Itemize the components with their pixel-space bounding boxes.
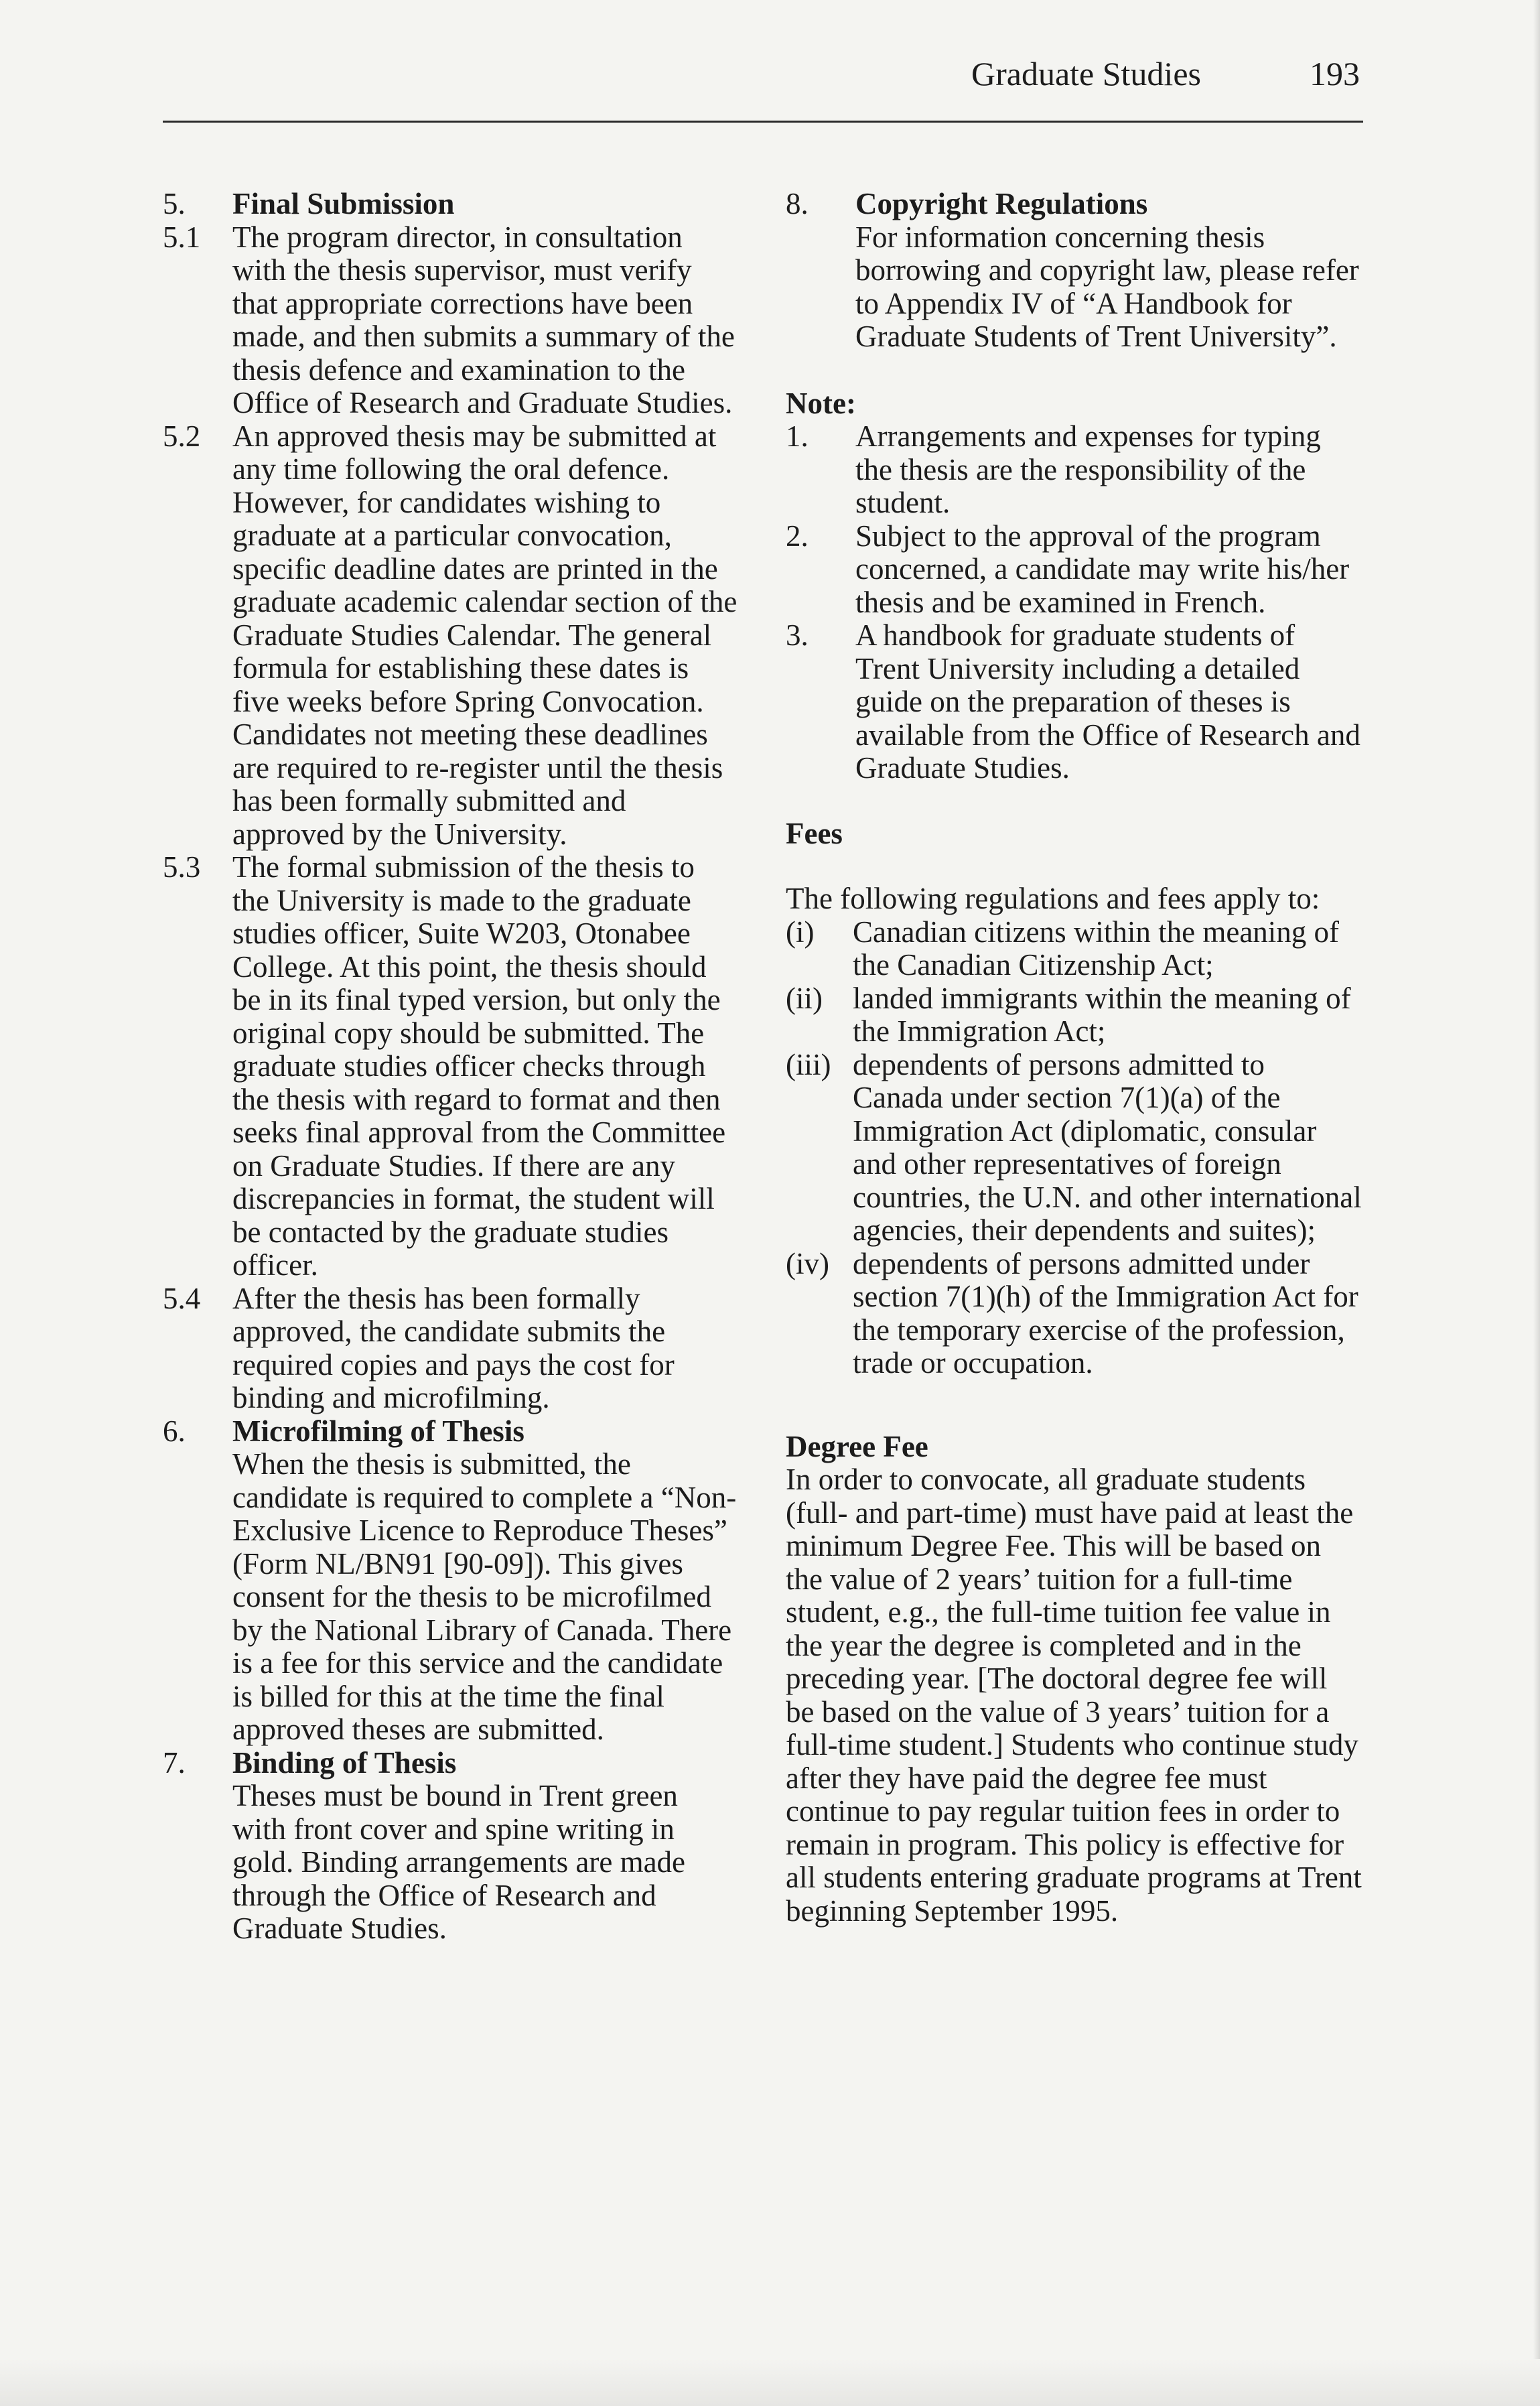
fees-item <box>786 916 1362 982</box>
fees-heading: Fees <box>786 816 843 850</box>
section-number: 5.1 <box>163 220 201 254</box>
fees-item-number: (i) <box>786 915 815 949</box>
section-heading: Binding of Thesis <box>232 1745 457 1780</box>
section-number: 5.4 <box>163 1281 201 1315</box>
section-number: 5.2 <box>163 419 201 453</box>
section-5-4 <box>163 1282 739 1415</box>
section-text: For information concerning thesis borrowing and copyright law, please refer to Appendix IV of “A Handbook for Graduate Students of Trent University”. <box>855 220 1359 353</box>
note-number: 2. <box>786 519 809 553</box>
fees-intro: The following regulations and fees apply to: <box>786 882 1320 915</box>
spacer <box>786 785 1362 817</box>
section-7 <box>163 1747 739 1946</box>
degree-fee-text: In order to convocate, all graduate students (full- and part-time) must have paid at least the minimum Degree Fee. This will be based on the value of 2 years’ tuition for a full-time student, e.g., the full-time tuition fee value in the year the degree is completed and in the preceding year. [The doctoral degree fee will be based on the value of 3 years’ tuition for a full-time student.] Students who continue study after they have paid the degree fee must continue to pay regular tuition fees in order to remain in program. This policy is effective for all students entering graduate programs at Trent beginning September 1995. <box>786 1463 1362 1928</box>
page-edge <box>1533 0 1540 2406</box>
section-heading: Final Submission <box>232 187 455 220</box>
fees-item-number: (iv) <box>786 1246 829 1280</box>
section-5-2 <box>163 420 739 852</box>
section-heading: Copyright Regulations <box>855 187 1148 220</box>
section-text: Theses must be bound in Trent green with front cover and spine writing in gold. Binding arrangements are made through the Office of Research and Graduate Studies. <box>232 1779 686 1945</box>
running-header-title: Graduate Studies <box>971 55 1201 92</box>
section-number: 5.3 <box>163 850 201 884</box>
section-8 <box>786 188 1362 354</box>
note-item <box>786 619 1362 785</box>
spacer <box>786 1380 1362 1430</box>
header-rule <box>163 121 1363 123</box>
section-text: After the thesis has been formally approved, the candidate submits the required copies and pays the cost for binding and microfilming. <box>232 1281 675 1414</box>
note-number: 1. <box>786 419 809 453</box>
fees-item <box>786 1049 1362 1248</box>
section-number: 5. <box>163 187 186 220</box>
section-number: 6. <box>163 1414 186 1448</box>
running-header <box>971 52 1360 95</box>
section-text: The formal submission of the thesis to the University is made to the graduate studies officer, Suite W203, Otonabee College. At this point, the thesis should be in its final typed version, but only the original copy should be submitted. The graduate studies officer checks through the thesis with regard to format and then seeks final approval from the Committee on Graduate Studies. If there are any discrepancies in format, the student will be contacted by the graduate studies officer. <box>232 850 726 1282</box>
page-number: 193 <box>1310 55 1360 92</box>
section-heading: Microfilming of Thesis <box>232 1414 524 1448</box>
degree-fee-heading: Degree Fee <box>786 1429 928 1463</box>
fees-item-text: dependents of persons admitted to Canada under section 7(1)(a) of the Immigration Act (diplomatic, consular and other representatives of foreign countries, the U.N. and other international agencies, their dependents and suites); <box>853 1047 1362 1247</box>
spacer <box>786 354 1362 387</box>
note-number: 3. <box>786 618 809 652</box>
fees-item <box>786 982 1362 1049</box>
fees-item-text: landed immigrants within the meaning of the Immigration Act; <box>853 981 1351 1048</box>
note-item <box>786 520 1362 620</box>
note-item <box>786 420 1362 520</box>
note-heading: Note: <box>786 386 856 420</box>
spacer <box>786 850 1362 882</box>
right-column <box>786 188 1362 1928</box>
section-text: An approved thesis may be submitted at any time following the oral defence. However, for candidates wishing to graduate at a particular convocation, specific deadline dates are printed in the graduate academic calendar section of the Graduate Studies Calendar. The general formula for establishing these dates is five weeks before Spring Convocation. Candidates not meeting these deadlines are required to re-register until the thesis has been formally submitted and approved by the University. <box>232 419 738 851</box>
fees-item-number: (iii) <box>786 1047 831 1081</box>
section-5 <box>163 188 739 221</box>
section-number: 7. <box>163 1745 186 1780</box>
fees-item <box>786 1248 1362 1380</box>
section-number: 8. <box>786 187 809 220</box>
fees-item-number: (ii) <box>786 981 823 1015</box>
section-text: The program director, in consultation with the thesis supervisor, must verify that appropriate corrections have been made, and then submits a summary of the thesis defence and examination to the Office of Research and Graduate Studies. <box>232 220 735 419</box>
note-text: Arrangements and expenses for typing the thesis are the responsibility of the student. <box>855 419 1321 519</box>
section-5-3 <box>163 851 739 1282</box>
fees-item-text: dependents of persons admitted under section 7(1)(h) of the Immigration Act for the temporary exercise of the profession, trade or occupation. <box>853 1246 1358 1380</box>
page-edge <box>0 2359 1540 2406</box>
fees-item-text: Canadian citizens within the meaning of the Canadian Citizenship Act; <box>853 915 1340 982</box>
section-text: When the thesis is submitted, the candidate is required to complete a “Non-Exclusive Licence to Reproduce Theses” (Form NL/BN91 [90-09]). This gives consent for the thesis to be microfilmed by the National Library of Canada. There is a fee for this service and the candidate is billed for this at the time the final approved theses are submitted. <box>232 1447 737 1746</box>
section-5-1 <box>163 221 739 420</box>
left-column <box>163 188 739 1946</box>
section-6 <box>163 1415 739 1747</box>
note-text: Subject to the approval of the program concerned, a candidate may write his/her thesis and be examined in French. <box>855 519 1350 619</box>
note-text: A handbook for graduate students of Trent University including a detailed guide on the preparation of theses is available from the Office of Research and Graduate Studies. <box>855 618 1360 785</box>
